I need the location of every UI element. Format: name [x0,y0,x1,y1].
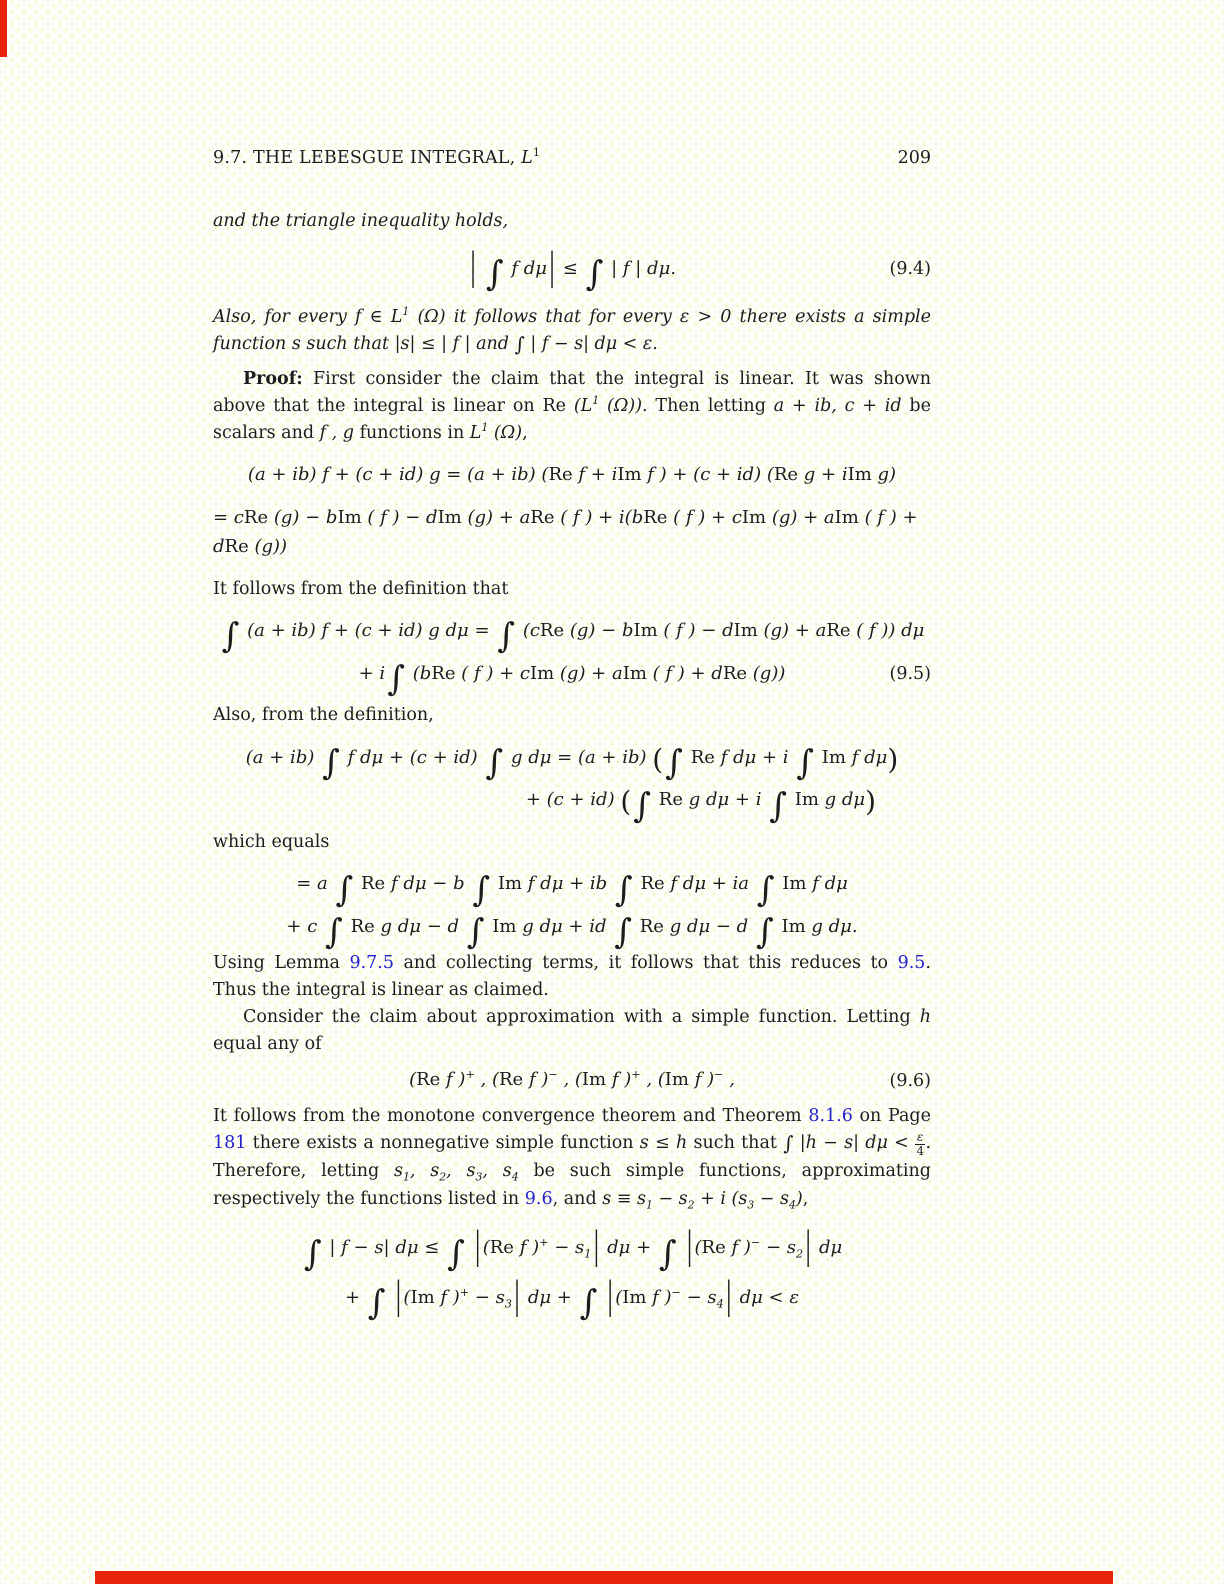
integral-sign: ∫ [633,785,652,826]
equation-final-line1: ∫ | f − s| dμ ≤ ∫ | (Re f )$^+ - s_1$ | dμ + ∫ | (Re f )$^- - s_2$ | dμ [303,1224,843,1274]
proof-intro-paragraph: Proof: First consider the claim that the integral is linear. It was shown above that the integral is linear on Re ($L^1$ (Ω)). Then letting a + ib, c + id be scalars and f , g functions in $L^1$ (Ω), [213,369,931,444]
integral-sign: ∫ [322,742,340,783]
page-content-column [213,146,932,1324]
integral-sign: ∫ [614,869,633,910]
cross-reference-link[interactable]: 9.6 [524,1189,553,1210]
equation-9-5-row [213,658,931,699]
integral-sign: ∫ [579,1283,598,1324]
integral-sign: ∫ [796,742,815,783]
consider-claim-paragraph: Consider the claim about approximation with a simple function. Letting h equal any of [213,1007,931,1055]
integral-sign: ∫ [585,254,604,295]
equation-final-line2: + ∫ | (Im f )$^+ - s_3$ | dμ + ∫ | (Im f )$^- - s_4$ | dμ < ε [344,1274,799,1324]
equation-9-6-row [213,1066,931,1095]
equation-9-5-body: + i∫ (bRe ( f ) + cIm (g) + aIm ( f ) + dRe (g)) [358,658,786,699]
integral-sign: ∫ [221,616,240,657]
equation-linearity-line1: (a + ib) f + (c + id) g = (a + ib) (Re f + iIm f ) + (c + id) (Re g + iIm g) [247,464,897,486]
which-equals-text: which equals [213,832,330,853]
integral-sign: ∫ [658,1233,677,1274]
equation-9-4 [213,245,931,295]
page-number: 209 [897,147,931,168]
equation-distribute-line2: + (c + id) (∫ Re g dμ + i ∫ Im g dμ) [525,785,876,826]
integral-sign: ∫ [755,912,774,953]
lemma-statement: Also, for every f ∈ $L^1$ (Ω) it follows that for every ε > 0 there exists a simple function s such that |s| ≤ | f | and ∫ | f − s| dμ < ε. [213,304,931,356]
cross-reference-link[interactable]: 9.7.5 [349,952,394,973]
also-definition-text: Also, from the definition, [213,705,434,726]
equation-9-5-line1: ∫ (a + ib) f + (c + id) g dμ = ∫ (cRe (g) − bIm ( f ) − dIm (g) + aRe ( f )) dμ [221,616,925,657]
integral-sign: ∫ [387,658,405,699]
equation-9-6-body: (Re f )+ , (Re f )− , (Im f )+ , (Im f )− , [409,1068,735,1091]
integral-sign: ∫ [485,742,504,783]
using-lemma-paragraph: Using Lemma 9.7.5 and collecting terms, it follows that this reduces to 9.5. Thus the integral is linear as claimed. [213,952,931,1001]
equation-9-5-number: (9.5) [889,664,931,685]
monotone-theorem-paragraph: It follows from the monotone convergence theorem and Theorem 8.1.6 on Page 181 there exists a nonnegative simple function s ≤ h such that ∫ |h − s| dμ < $\frac{\varepsilon}{4}$ . Therefore, letting $s_1$, $s_2$, $s_3$, $s_4$ be such simple functions, approximating respectively the functions listed in 9.6, and $s \equiv s_1 - s_2 + i$ $(s_3 - s_4)$, [213,1106,932,1212]
integral-sign: ∫ [514,332,525,356]
integral-sign: ∫ [614,912,633,953]
red-marker-bottom-edge [95,1571,1113,1584]
fraction: $\frac{\varepsilon}{4}$ [916,1130,925,1158]
cross-reference-link[interactable]: 8.1.6 [808,1106,853,1127]
lemma-intro-text: and the triangle inequality holds, [213,210,509,231]
integral-sign: ∫ [447,1233,465,1274]
integral-sign: ∫ [325,912,343,953]
equation-9-6-number: (9.6) [889,1070,931,1091]
integral-sign: ∫ [303,1233,322,1274]
red-marker-left-edge [0,0,7,57]
integral-sign: ∫ [769,785,787,826]
equation-distribute-line1: (a + ib) ∫ f dμ + (c + id) ∫ g dμ = (a + ib) (∫ Re f dμ + i ∫ Im f dμ) [245,742,899,783]
integral-sign: ∫ [367,1283,386,1324]
integral-sign: ∫ [756,869,775,910]
follows-definition-text: It follows from the definition that [213,578,509,599]
equation-9-4-number: (9.4) [889,259,931,280]
cross-reference-link[interactable]: 9.5 [897,952,926,973]
integral-sign: ∫ [497,616,516,657]
integral-sign: ∫ [466,912,485,953]
integral-sign: ∫ [472,869,491,910]
equation-collected-line2: + c ∫ Re g dμ − d ∫ Im g dμ + id ∫ Re g dμ − d ∫ Im g dμ. [286,912,858,953]
integral-sign: ∫ [335,869,354,910]
equation-9-4-body: | ∫ f dμ | ≤ ∫ | f | dμ. [470,245,676,295]
integral-sign: ∫ [485,254,504,295]
equation-collected-line1: = a ∫ Re f dμ − b ∫ Im f dμ + ib ∫ Re f dμ + ia ∫ Im f dμ [296,869,848,910]
integral-sign: ∫ [665,742,683,783]
page-header [213,146,931,168]
integral-sign: ∫ [783,1132,794,1156]
equation-linearity-line2: = cRe (g) − bIm ( f ) − dIm (g) + aRe ( f ) + i(bRe ( f ) + cIm (g) + aIm ( f ) + dRe (g)) [213,507,918,557]
cross-reference-link[interactable]: 181 [213,1133,247,1154]
section-title: 9.7. THE LEBESGUE INTEGRAL, $L^1$ [213,146,541,168]
